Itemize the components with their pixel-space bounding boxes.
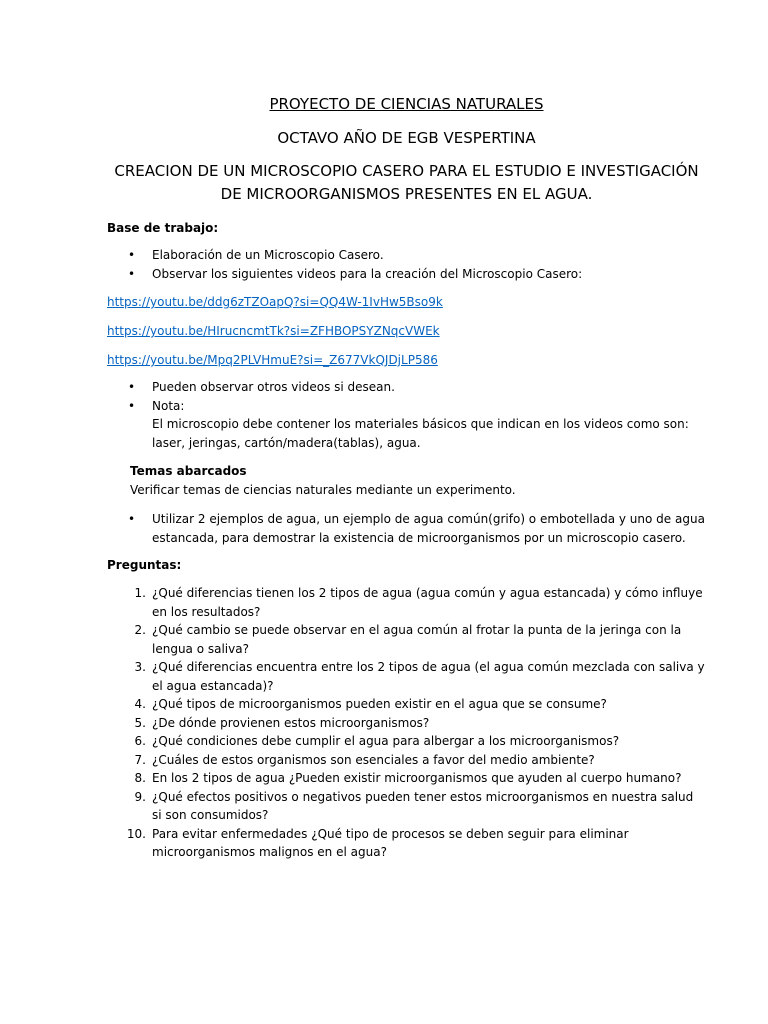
bullet-icon: •: [128, 398, 136, 413]
preguntas-label: Preguntas:: [107, 558, 182, 572]
note-text: El microscopio debe contener los materiales básicos que indican en los videos como son: laser, jeringas, cartón/madera(tablas), agua.: [152, 417, 689, 450]
question-item: [107, 788, 706, 825]
video-link-1[interactable]: https://youtu.be/ddg6zTZOapQ?si=QQ4W-1IvHw5Bso9k: [107, 295, 443, 309]
bullet-icon: •: [128, 266, 136, 281]
bullet-icon: •: [128, 512, 136, 526]
bullet-icon: •: [128, 248, 136, 262]
question-number: 3.: [134, 660, 146, 674]
list-item-text: Observar los siguientes videos para la creación del Microscopio Casero:: [152, 266, 583, 281]
document-subtitle: OCTAVO AÑO DE EGB VESPERTINA: [277, 129, 536, 147]
question-number: 4.: [134, 697, 146, 711]
question-number: 6.: [134, 734, 146, 748]
question-text: ¿Cuáles de estos organismos son esenciales a favor del medio ambiente?: [152, 752, 595, 767]
question-item: [107, 621, 706, 658]
list-item: [107, 510, 706, 547]
list-item: [107, 378, 706, 397]
temas-list: [107, 510, 706, 547]
question-item: [107, 825, 706, 862]
base-label: Base de trabajo:: [107, 221, 219, 235]
question-item: [107, 769, 706, 788]
question-text: ¿Qué diferencias tienen los 2 tipos de agua (agua común y agua estancada) y cómo influye en los resultados?: [152, 586, 703, 619]
question-item: [107, 658, 706, 695]
temas-section: [107, 462, 706, 500]
list-item-text: Nota:: [152, 398, 185, 413]
notes-list: [107, 378, 706, 452]
question-item: [107, 584, 706, 621]
document-title: PROYECTO DE CIENCIAS NATURALES: [269, 95, 544, 113]
list-item-text: Elaboración de un Microscopio Casero.: [152, 248, 384, 262]
temas-text: Verificar temas de ciencias naturales mediante un experimento.: [130, 483, 516, 497]
question-number: 2.: [134, 623, 146, 637]
question-text: ¿Qué cambio se puede observar en el agua común al frotar la punta de la jeringa con la lengua o saliva?: [152, 623, 682, 656]
document-heading: CREACION DE UN MICROSCOPIO CASERO PARA EL ESTUDIO E INVESTIGACIÓN DE MICROORGANISMOS PRESENTES EN EL AGUA.: [114, 162, 699, 203]
question-text: Para evitar enfermedades ¿Qué tipo de procesos se deben seguir para eliminar microorganismos malignos en el agua?: [152, 826, 629, 859]
question-number: 10.: [126, 826, 146, 841]
question-text: ¿Qué efectos positivos o negativos pueden tener estos microorganismos en nuestra salud si son consumidos?: [152, 789, 694, 822]
question-number: 1.: [134, 586, 146, 600]
base-list: [107, 246, 706, 283]
list-item-text: Utilizar 2 ejemplos de agua, un ejemplo de agua común(grifo) o embotellada y uno de agua estancada, para demostrar la existencia de microorganismos por un microscopio casero.: [152, 512, 705, 545]
list-item-text: Pueden observar otros videos si desean.: [152, 380, 395, 394]
question-item: [107, 695, 706, 714]
list-item: [107, 265, 706, 284]
list-item: [107, 246, 706, 265]
question-text: ¿Qué diferencias encuentra entre los 2 tipos de agua (el agua común mezclada con saliva y el agua estancada)?: [152, 660, 705, 693]
preguntas-list: [107, 584, 706, 862]
question-text: ¿Qué tipos de microorganismos pueden existir en el agua que se consume?: [152, 697, 607, 711]
video-link-3[interactable]: https://youtu.be/Mpq2PLVHmuE?si=_Z677VkQJDjLP586: [107, 353, 438, 367]
temas-label: Temas abarcados: [130, 464, 247, 478]
list-item: [107, 397, 706, 453]
video-link-2[interactable]: https://youtu.be/HIrucncmtTk?si=ZFHBOPSYZNqcVWEk: [107, 324, 440, 338]
question-text: ¿De dónde provienen estos microorganismos?: [152, 715, 430, 730]
question-number: 5.: [134, 715, 146, 730]
question-number: 9.: [134, 789, 146, 804]
question-number: 7.: [134, 752, 146, 767]
question-text: En los 2 tipos de agua ¿Pueden existir microorganismos que ayuden al cuerpo humano?: [152, 771, 682, 785]
bullet-icon: •: [128, 380, 136, 394]
question-text: ¿Qué condiciones debe cumplir el agua para albergar a los microorganismos?: [152, 734, 620, 748]
question-item: [107, 751, 706, 770]
question-item: [107, 714, 706, 733]
question-item: [107, 732, 706, 751]
question-number: 8.: [134, 771, 146, 785]
